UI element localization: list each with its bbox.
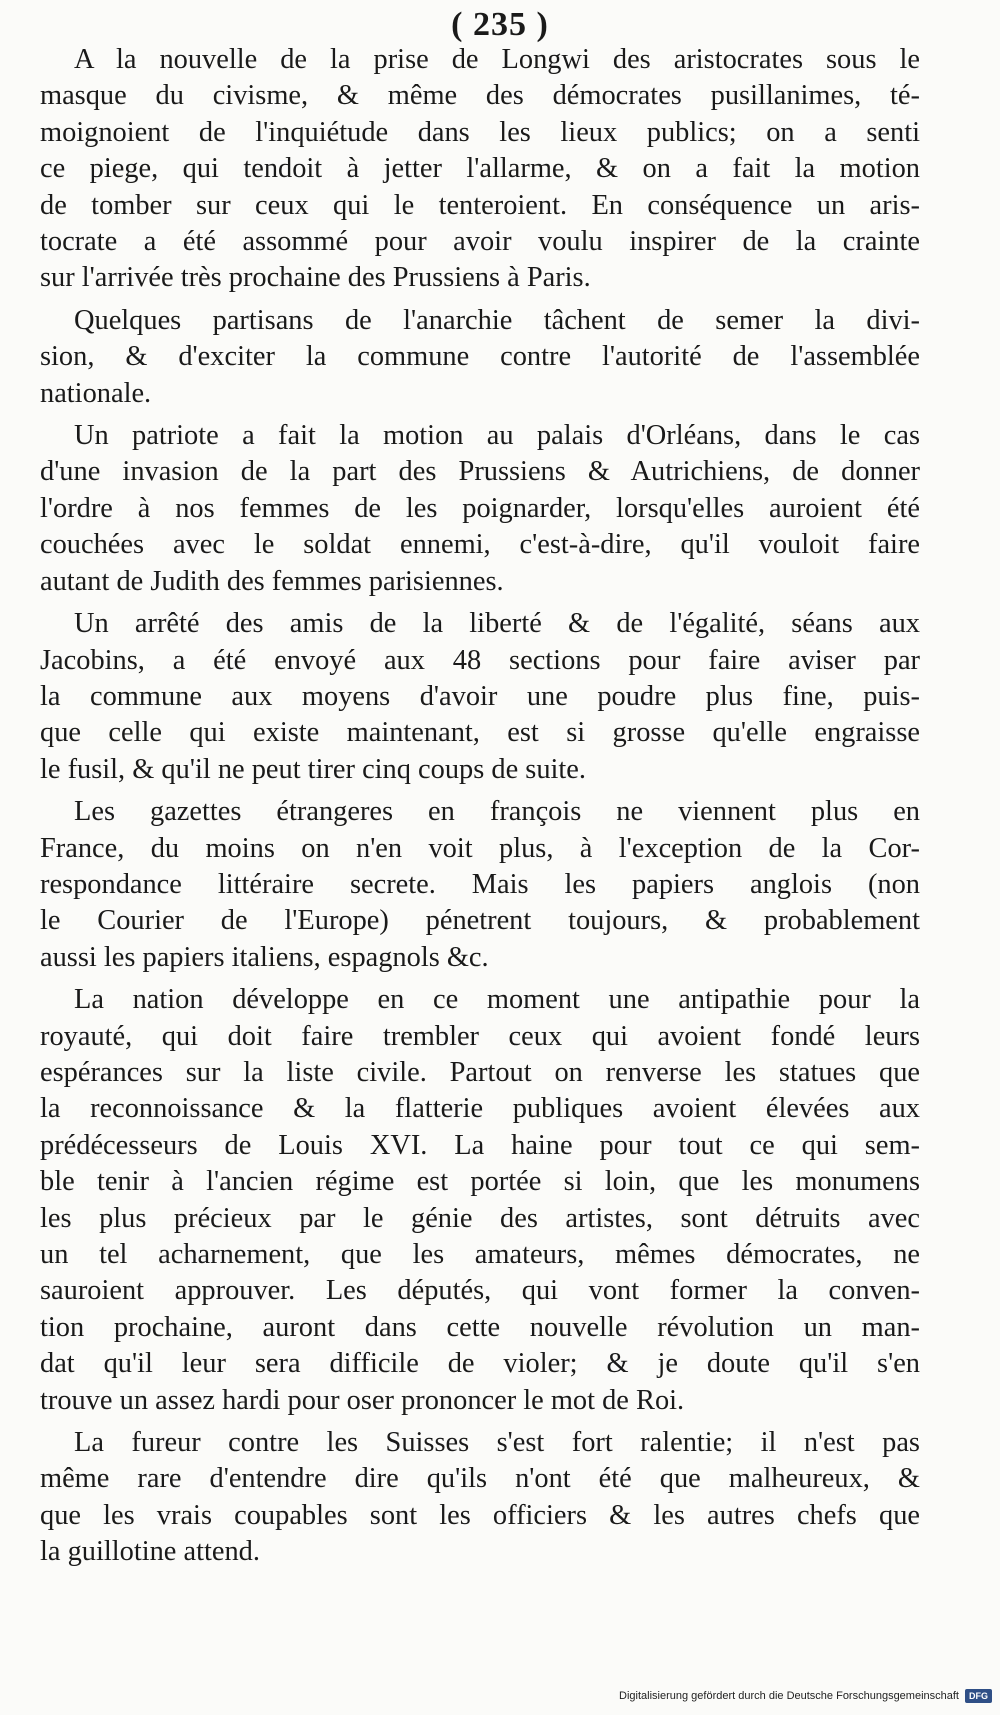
- text-line: sauroient approuver. Les députés, qui vont former la conven-: [40, 1275, 920, 1307]
- paragraph: [40, 303, 920, 412]
- text-line: sion, & d'exciter la commune contre l'autorité de l'assemblée: [40, 341, 920, 373]
- text-line: que les vrais coupables sont les officiers & les autres chefs que: [40, 1499, 920, 1531]
- text-line: la commune aux moyens d'avoir une poudre plus fine, puis-: [40, 680, 920, 712]
- text-line: aussi les papiers italiens, espagnols &c.: [40, 941, 489, 973]
- text-line: les plus précieux par le génie des artistes, sont détruits avec: [40, 1202, 920, 1234]
- text-line: A la nouvelle de la prise de Longwi des aristocrates sous le: [74, 44, 920, 75]
- text-line: couchées avec le soldat ennemi, c'est-à-dire, qu'il vouloit faire: [40, 529, 920, 561]
- text-line: nationale.: [40, 377, 152, 409]
- text-line: La fureur contre les Suisses s'est fort ralentie; il n'est pas: [74, 1427, 920, 1459]
- text-line: La nation développe en ce moment une antipathie pour la: [74, 984, 920, 1016]
- text-line: respondance littéraire secrete. Mais les papiers anglois (non: [40, 868, 920, 900]
- text-line: tion prochaine, auront dans cette nouvelle révolution un man-: [40, 1311, 920, 1343]
- paragraph: [40, 42, 920, 297]
- text-line: France, du moins on n'en voit plus, à l'exception de la Cor-: [40, 832, 920, 864]
- text-line: ble tenir à l'ancien régime est portée si loin, que les monumens: [40, 1166, 920, 1198]
- text-line: l'ordre à nos femmes de les poignarder, lorsqu'elles auroient été: [40, 492, 920, 524]
- text-line: d'une invasion de la part des Prussiens & Autrichiens, de donner: [40, 456, 920, 488]
- text-line: de tomber sur ceux qui le tenteroient. En conséquence un aris-: [40, 189, 920, 221]
- paragraph: [40, 606, 920, 788]
- text-line: masque du civisme, & même des démocrates pusillanimes, té-: [40, 80, 920, 112]
- text-line: tocrate a été assommé pour avoir voulu inspirer de la crainte: [40, 226, 920, 258]
- text-line: Quelques partisans de l'anarchie tâchent de semer la divi-: [74, 304, 920, 336]
- text-line: moignoient de l'inquiétude dans les lieux publics; on a senti: [40, 116, 920, 148]
- text-line: espérances sur la liste civile. Partout on renverse les statues que: [40, 1056, 920, 1088]
- text-line: le Courier de l'Europe) pénetrent toujours, & probablement: [40, 905, 920, 937]
- text-line: un tel acharnement, que les amateurs, mêmes démocrates, ne: [40, 1239, 920, 1270]
- text-line: Un arrêté des amis de la liberté & de l'égalité, séans aux: [74, 608, 920, 640]
- text-line: Un patriote a fait la motion au palais d'Orléans, dans le cas: [74, 420, 920, 452]
- text-line: ce piege, qui tendoit à jetter l'allarme, & on a fait la motion: [40, 153, 920, 185]
- text-line: dat qu'il leur sera difficile de violer; & je doute qu'il s'en: [40, 1348, 920, 1380]
- text-line: le fusil, & qu'il ne peut tirer cinq coups de suite.: [40, 753, 586, 785]
- text-line: prédécesseurs de Louis XVI. La haine pour tout ce qui sem-: [40, 1129, 920, 1161]
- paragraph: [40, 1425, 920, 1571]
- text-line: la guillotine attend.: [40, 1536, 260, 1568]
- paragraph: [40, 418, 920, 600]
- paragraph: [40, 982, 920, 1419]
- text-line: autant de Judith des femmes parisiennes.: [40, 565, 504, 597]
- paragraph: [40, 794, 920, 976]
- text-line: la reconnoissance & la flatterie publiques avoient élevées aux: [40, 1093, 920, 1125]
- footer-text: Digitalisierung gefördert durch die Deutsche Forschungsgemeinschaft: [619, 1690, 959, 1702]
- text-line: Jacobins, a été envoyé aux 48 sections pour faire aviser par: [40, 644, 920, 676]
- text-line: même rare d'entendre dire qu'ils n'ont été que malheureux, &: [40, 1463, 920, 1495]
- text-line: Les gazettes étrangeres en françois ne viennent plus en: [74, 796, 920, 828]
- body-text: [40, 42, 920, 1577]
- dfg-logo-icon: DFG: [965, 1689, 992, 1703]
- text-line: trouve un assez hardi pour oser prononcer le mot de Roi.: [40, 1384, 685, 1416]
- digitization-credit: [619, 1689, 992, 1703]
- text-line: que celle qui existe maintenant, est si grosse qu'elle engraisse: [40, 717, 920, 749]
- text-line: sur l'arrivée très prochaine des Prussiens à Paris.: [40, 262, 591, 294]
- text-line: royauté, qui doit faire trembler ceux qui avoient fondé leurs: [40, 1020, 920, 1052]
- page-number: ( 235 ): [451, 6, 549, 43]
